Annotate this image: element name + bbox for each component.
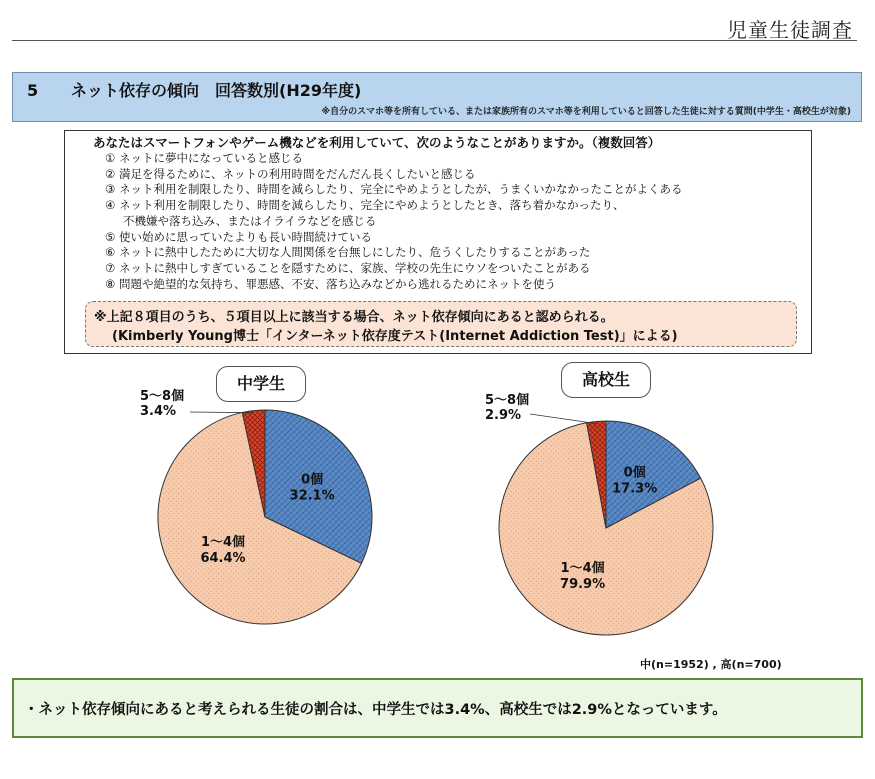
pie-high-school: [485, 392, 713, 635]
list-item: ⑦ ネットに熱中しすぎていることを隠すために、家族、学校の先生にウソをついたことがある: [105, 260, 591, 275]
slice-label-ms-2: 1～4個: [200, 535, 246, 551]
list-item-continuation: 不機嫌や落ち込み、またはイライラなどを感じる: [123, 213, 377, 228]
pie-middle-school: [140, 388, 372, 624]
section-note: ※自分のスマホ等を所有している、または家族所有のスマホ等を利用していると回答した生徒に対する質問(中学生・高校生が対象): [321, 107, 851, 117]
chart-title-middle-school: 中学生: [216, 366, 306, 402]
callout-label-hs: 5～8個: [485, 393, 530, 408]
callout-value-hs: 2.9%: [485, 408, 522, 423]
section-number: 5: [27, 81, 39, 100]
callout-value-ms: 3.4%: [140, 404, 177, 419]
criteria-source: (Kimberly Young博士「インターネット依存度テスト(Internet Addiction Test)」による): [112, 329, 678, 344]
slice-value-hs-1: 17.3%: [612, 481, 658, 497]
criteria-text: ※上記８項目のうち、５項目以上に該当する場合、ネット依存傾向にあると認められる。: [94, 310, 614, 325]
list-item: ⑥ ネットに熱中したために大切な人間関係を台無しにしたり、危うくしたりすることがあった: [105, 245, 591, 260]
document-source-label: 児童生徒調査: [727, 18, 853, 42]
slice-label-hs-1: 0個: [623, 465, 646, 481]
list-item: ② 満足を得るために、ネットの利用時間をだんだん長くしたいと感じる: [105, 166, 476, 181]
summary-text: ・ネット依存傾向にあると考えられる生徒の割合は、中学生では3.4%、高校生では2.9%となっています。: [24, 702, 727, 718]
section-title-text: ネット依存の傾向 回答数別(H29年度): [71, 81, 362, 100]
callout-line-hs: [530, 414, 597, 424]
list-item: ④ ネット利用を制限したり、時間を減らしたり、完全にやめようとしたとき、落ち着かなかったり、: [105, 198, 625, 213]
question-text: あなたはスマートフォンやゲーム機などを利用していて、次のようなことがありますか。（複数回答）: [93, 135, 661, 150]
slice-label-ms-1: 0個: [301, 472, 324, 488]
list-item: ① ネットに夢中になっていると感じる: [105, 151, 303, 165]
summary-box: [12, 678, 863, 738]
slice-value-ms-2: 64.4%: [200, 551, 246, 567]
chart-title-high-school: 高校生: [561, 362, 651, 398]
list-item: ⑧ 問題や絶望的な気持ち、罪悪感、不安、落ち込みなどから逃れるためにネットを使う: [105, 276, 556, 291]
list-item: ③ ネット利用を制限したり、時間を減らしたり、完全にやめようとしたが、うまくいかなかったことがよくある: [105, 182, 683, 197]
slice-value-hs-2: 79.9%: [560, 577, 606, 593]
slice-value-ms-1: 32.1%: [289, 488, 335, 504]
slice-label-hs-2: 1～4個: [560, 561, 605, 577]
list-item: ⑤ 使い始めに思っていたよりも長い時間続けている: [105, 229, 372, 244]
sample-size-note: 中(n=1952) , 高(n=700): [640, 658, 782, 671]
callout-label-ms: 5～8個: [140, 389, 185, 404]
